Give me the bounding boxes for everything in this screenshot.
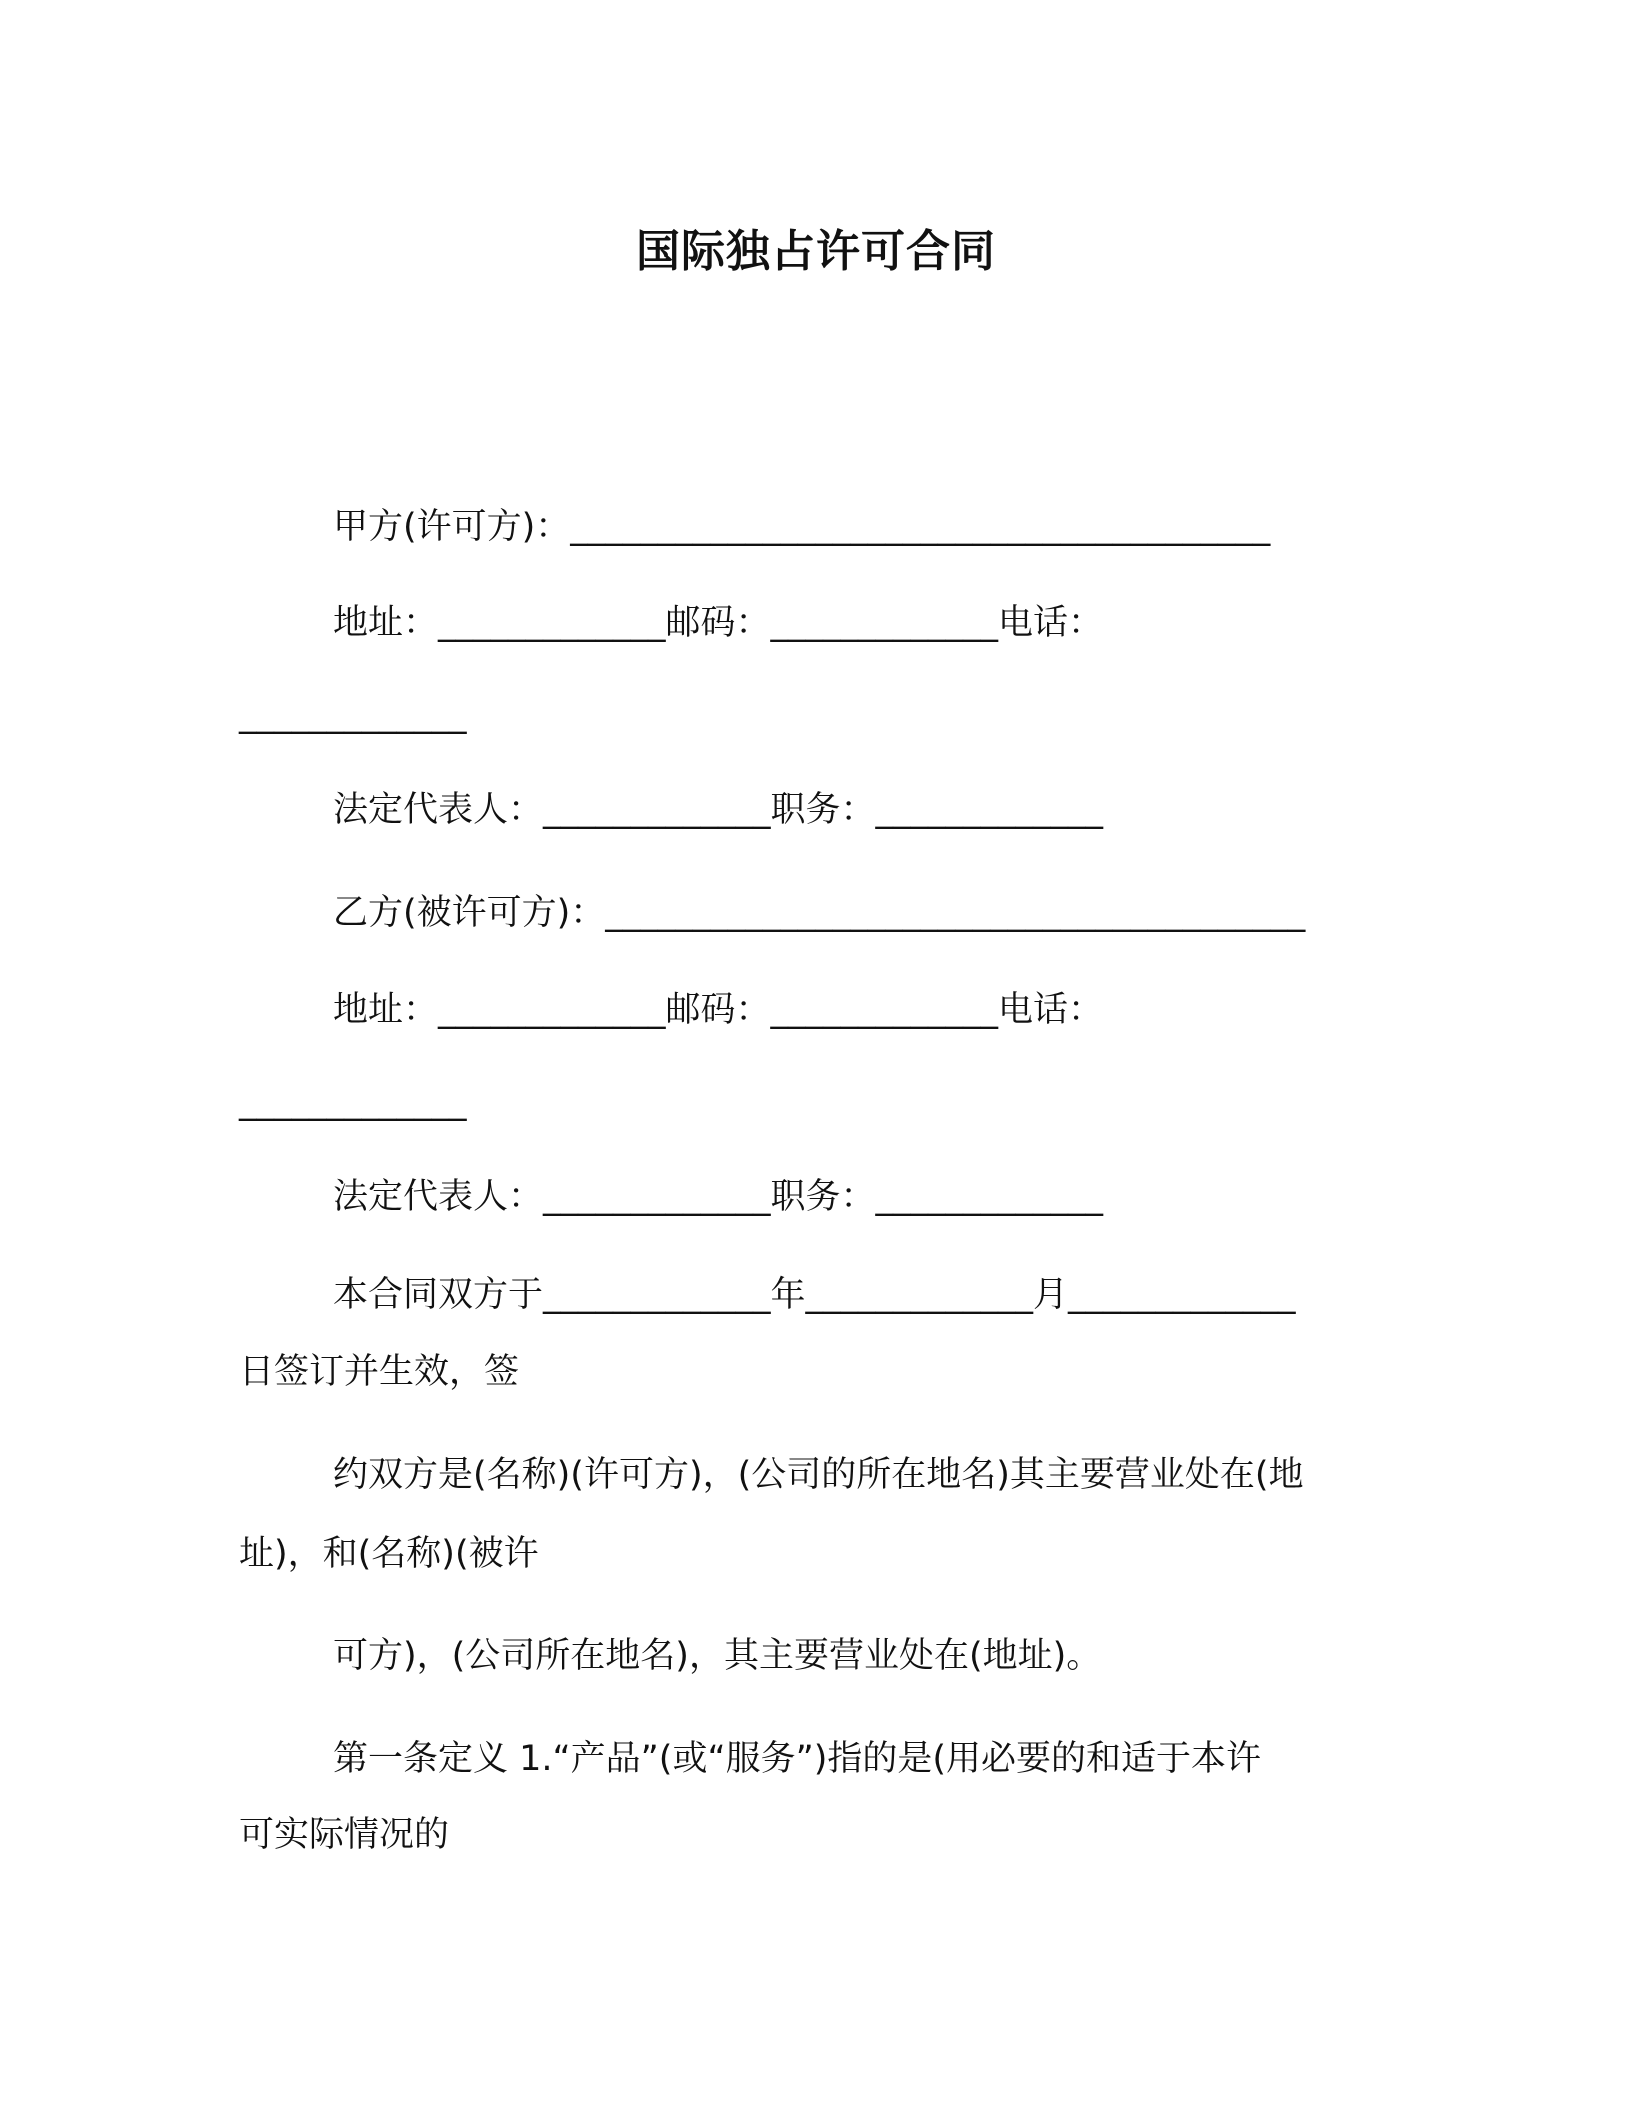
party-b-phone-line: _____________ [239,1082,467,1122]
party-b-representative-line: 法定代表人：_____________职务：_____________ [333,1177,1104,1217]
parties-paragraph-line-1: 约双方是(名称)(许可方)，(公司的所在地名)其主要营业处在(地 [333,1455,1304,1495]
party-b-address-line: 地址：_____________邮码：_____________电话： [333,990,1104,1030]
party-a-line: 甲方(许可方)：________________________________________ [333,507,1271,547]
signing-date-line: 本合同双方于_____________年_____________月_____________ [333,1275,1296,1315]
party-a-phone-line: _____________ [239,695,467,735]
parties-paragraph-line-3: 可方)，(公司所在地名)，其主要营业处在(地址)。 [333,1636,1102,1676]
article-one-line-2: 可实际情况的 [239,1815,450,1855]
party-a-address-line: 地址：_____________邮码：_____________电话： [333,603,1104,643]
party-a-representative-line: 法定代表人：_____________职务：_____________ [333,790,1104,830]
document-title: 国际独占许可合同 [636,226,996,277]
parties-paragraph-line-2: 址)，和(名称)(被许 [239,1534,539,1574]
signing-date-continuation: 日签订并生效，签 [239,1352,520,1392]
article-one-line-1: 第一条定义 1.“产品”(或“服务”)指的是(用必要的和适于本许 [333,1739,1262,1779]
party-b-line: 乙方(被许可方)：________________________________________ [333,893,1306,933]
